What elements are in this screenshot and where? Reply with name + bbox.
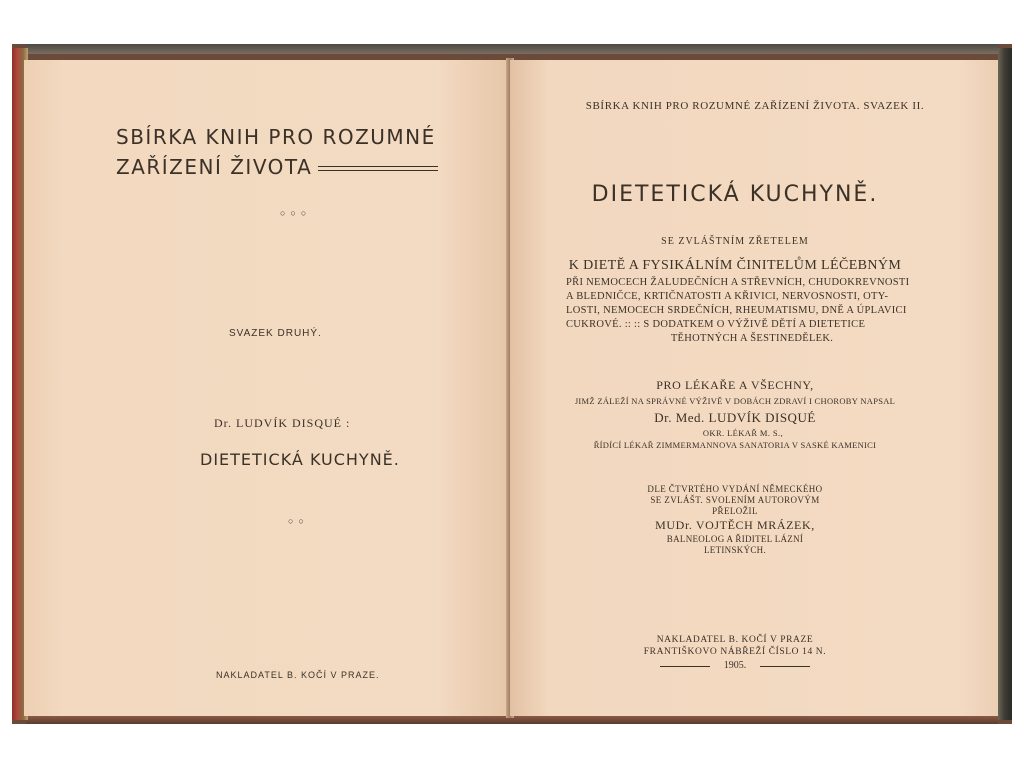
special-regard: SE ZVLÁŠTNÍM ZŘETELEM — [661, 236, 809, 247]
subject-line: CUKROVÉ. :: :: S DODATKEM O VÝŽIVĚ DĚTÍ A DIETETICE — [566, 319, 866, 330]
subject-line: LOSTI, NEMOCECH SRDEČNÍCH, RHEUMATISMU, DNĚ A ÚPLAVICI — [566, 305, 907, 316]
subject-line1: K DIETĚ A FYSIKÁLNÍM ČINITELŮM LÉČEBNÝM — [568, 258, 902, 273]
subject-line: A BLEDNIČCE, KRTIČNATOSTI A KŘIVICI, NERVOSNOSTI, OTY- — [566, 291, 889, 302]
translation-line: SE ZVLÁŠT. SVOLENÍM AUTOROVÝM — [650, 495, 820, 505]
translation-note — [610, 484, 860, 517]
series-title-line1: SBÍRKA KNIH PRO ROZUMNÉ — [116, 125, 436, 149]
translator-sub-line: LETINSKÝCH. — [703, 545, 767, 555]
year-rule-right — [760, 666, 810, 667]
volume-label: SVAZEK DRUHÝ. — [229, 328, 322, 339]
for-whom-sub: JIMŽ ZÁLEŽÍ NA SPRÁVNÉ VÝŽIVĚ V DOBÁCH ZDRAVÍ I CHOROBY NAPSAL — [574, 396, 896, 406]
translator-sub-line: BALNEOLOG A ŘIDITEL LÁZNÍ — [666, 534, 804, 544]
author-sub2: ŘÍDÍCÍ LÉKAŘ ZIMMERMANNOVA SANATORIA V SASKÉ KAMENICI — [593, 440, 877, 450]
translator-name: MUDr. VOJTĚCH MRÁZEK, — [655, 518, 815, 532]
right-page — [510, 60, 998, 716]
publication-year: 1905. — [723, 660, 747, 671]
ornament-top: ○○○ — [280, 208, 312, 218]
subject-block — [566, 276, 938, 346]
left-page — [24, 60, 510, 716]
author-sub1: OKR. LÉKAŘ M. S., — [702, 428, 784, 438]
for-whom: PRO LÉKAŘE A VŠECHNY, — [656, 378, 814, 392]
right-publisher — [610, 634, 860, 658]
translation-line: DLE ČTVRTÉHO VYDÁNÍ NĚMECKÉHO — [647, 484, 823, 494]
board-top-edge — [26, 44, 998, 54]
subject-line: PŘI NEMOCECH ŽALUDEČNÍCH A STŘEVNÍCH, CHUDOKREVNOSTI — [566, 277, 910, 288]
series-title — [116, 122, 438, 182]
left-author: Dr. LUDVÍK DISQUÉ : — [214, 416, 351, 430]
open-book — [12, 44, 1012, 724]
double-rule — [318, 166, 438, 171]
left-book-title: DIETETICKÁ KUCHYNĚ. — [200, 450, 400, 469]
publisher-line: NAKLADATEL B. KOČÍ V PRAZE — [656, 635, 814, 645]
right-author: Dr. Med. LUDVÍK DISQUÉ — [654, 410, 816, 425]
right-header: SBÍRKA KNIH PRO ROZUMNÉ ZAŘÍZENÍ ŽIVOTA. SVAZEK II. — [585, 100, 925, 112]
right-title: DIETETICKÁ KUCHYNĚ. — [591, 182, 879, 207]
ornament-bottom: ○○ — [288, 516, 309, 526]
publisher-line: FRANTIŠKOVO NÁBŘEŽÍ ČÍSLO 14 N. — [643, 647, 827, 657]
series-title-line2-wrap — [116, 152, 438, 182]
subject-line: TĚHOTNÝCH A ŠESTINEDĚLEK. — [670, 333, 834, 344]
right-cover-edge — [998, 48, 1012, 720]
translator-sub — [610, 534, 860, 556]
left-publisher: NAKLADATEL B. KOČÍ V PRAZE. — [216, 670, 380, 680]
series-title-line2: ZAŘÍZENÍ ŽIVOTA — [116, 155, 313, 179]
translation-line: PŘELOŽIL — [712, 506, 758, 516]
